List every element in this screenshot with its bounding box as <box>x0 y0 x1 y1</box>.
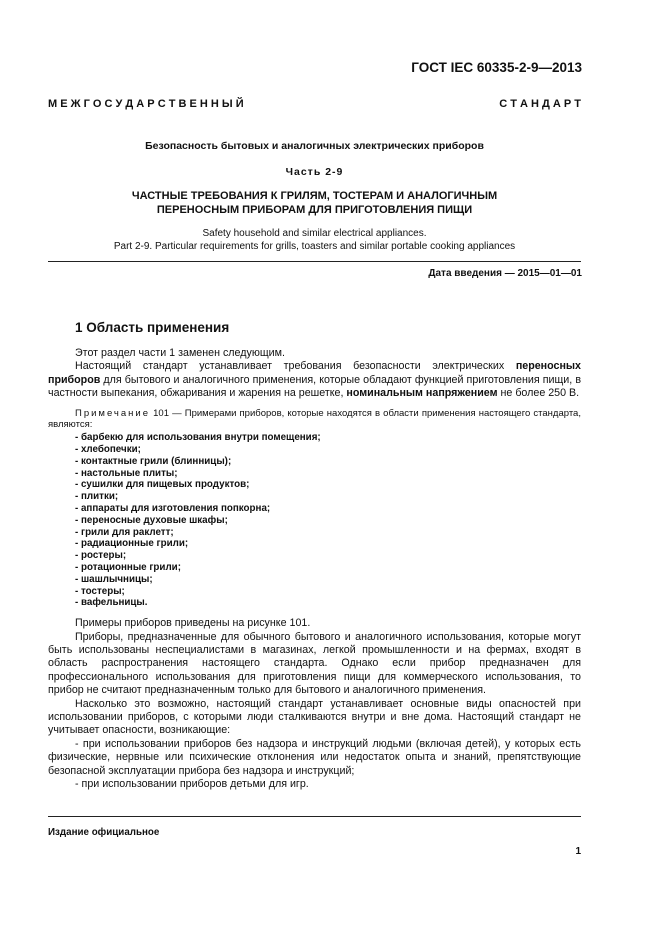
introduction-date: Дата введения — 2015—01—01 <box>428 268 582 279</box>
paragraph-2-text-c: для бытового и аналогичного применения, которые обладают функцией приготовления пищи, в частности выпекания, обжаривания и жарения на решетке, <box>48 373 581 400</box>
footer-divider-line <box>48 816 581 817</box>
part-title: Часть 2-9 <box>285 166 344 178</box>
list-item: - контактные грили (блинницы); <box>75 455 232 467</box>
paragraph-2-text-a: Настоящий стандарт устанавливает требования безопасности электрических <box>75 360 516 373</box>
page-number: 1 <box>575 846 581 857</box>
section-title: 1 Область применения <box>75 320 230 335</box>
paragraph-5: Насколько это возможно, настоящий стандарт устанавливает основные виды опасностей при использовании приборов, с которыми люди сталкиваются внутри и вне дома. Настоящий стандарт не учитывает опасности, возникающие: <box>48 697 581 737</box>
general-title: Безопасность бытовых и аналогичных электрических приборов <box>145 140 484 152</box>
list-item: - шашлычницы; <box>75 573 153 585</box>
official-edition-label: Издание официальное <box>48 827 160 838</box>
interstate-word: М Е Ж Г О С У Д А Р С Т В Е Н Н Ы Й <box>48 98 244 110</box>
section-body <box>48 347 581 791</box>
paragraph-7: - при использовании приборов детьми для игр. <box>75 778 309 791</box>
list-item: - грили для раклетт; <box>75 526 174 538</box>
english-title <box>48 227 581 253</box>
paragraph-6: - при использовании приборов без надзора и инструкций людьми (включая детей), у которых есть физические, нервные или психические отклонения или недостаток опыта и знаний, препятствующие безопасной эксплуатации прибора без надзора и инструкций; <box>48 737 581 777</box>
list-item: - переносные духовые шкафы; <box>75 514 228 526</box>
document-code: ГОСТ IEC 60335-2-9—2013 <box>411 60 582 75</box>
paragraph-2-text-e: не более 250 В. <box>497 387 580 400</box>
note-text: 101 — Примерами приборов, которые находятся в области применения настоящего стандарта, являются: <box>48 407 581 431</box>
main-title-line-1: ЧАСТНЫЕ ТРЕБОВАНИЯ К ГРИЛЯМ, ТОСТЕРАМ И АНАЛОГИЧНЫМ <box>131 190 498 202</box>
list-item: - радиационные грили; <box>75 538 189 550</box>
list-item: - барбекю для использования внутри помещения; <box>75 432 321 444</box>
paragraph-3: Примеры приборов приведены на рисунке 101. <box>75 617 311 630</box>
english-title-line-1: Safety household and similar electrical appliances. <box>202 228 427 239</box>
list-item: - аппараты для изготовления попкорна; <box>75 503 271 514</box>
standard-word: С Т А Н Д А Р Т <box>499 98 581 110</box>
term-rated-voltage: номинальным напряжением <box>346 387 498 400</box>
appliance-list <box>48 432 581 609</box>
main-title-line-2: ПЕРЕНОСНЫМ ПРИБОРАМ ДЛЯ ПРИГОТОВЛЕНИЯ ПИЩИ <box>156 204 473 216</box>
list-item: - настольные плиты; <box>75 467 178 479</box>
main-title <box>48 189 581 217</box>
list-item: - ростеры; <box>75 550 127 562</box>
list-item: - тостеры; <box>75 585 125 597</box>
list-item: - вафельницы. <box>75 597 148 609</box>
term-portable-appliances: переносных приборов <box>48 360 581 386</box>
list-item: - хлебопечки; <box>75 444 141 456</box>
note-label: Примечание <box>75 407 150 419</box>
divider-line <box>48 261 581 262</box>
list-item: - плитки; <box>75 491 119 503</box>
paragraph-2 <box>48 360 581 400</box>
interstate-standard-heading <box>48 98 581 110</box>
note-101 <box>48 408 581 432</box>
paragraph-1: Этот раздел части 1 заменен следующим. <box>75 347 285 359</box>
list-item: - ротационные грили; <box>75 561 181 573</box>
english-title-line-2: Part 2-9. Particular requirements for grills, toasters and similar portable cooking appliances <box>113 241 516 252</box>
list-item: - сушилки для пищевых продуктов; <box>75 479 250 491</box>
paragraph-4: Приборы, предназначенные для обычного бытового и аналогичного использования, которые могут быть использованы неспециалистами в магазинах, легкой промышленности и на фермах, входят в область распространения настоящего стандарта. Однако если прибор предназначен для профессионального использования для приготовления пищи для коммерческого использования, то прибор не считают предназначенным только для бытового и аналогичного применения. <box>48 630 581 697</box>
